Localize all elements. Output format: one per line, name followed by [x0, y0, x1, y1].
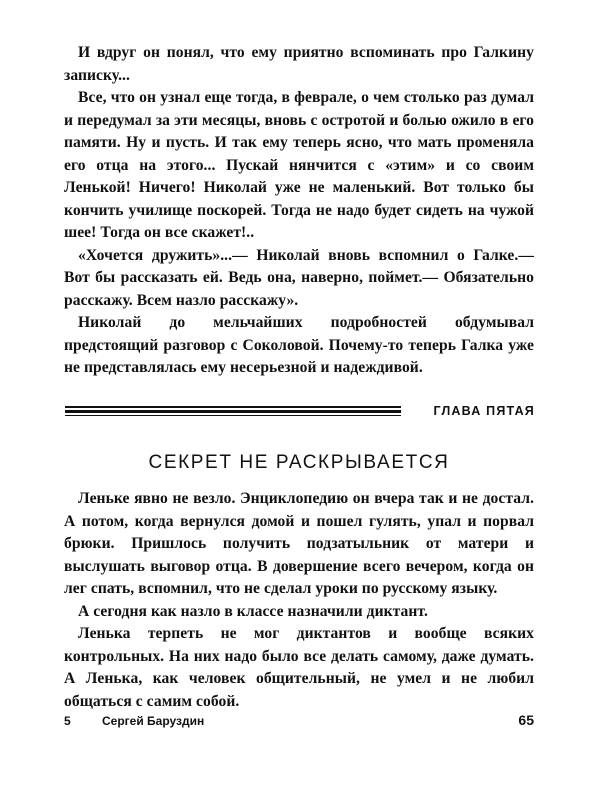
paragraph: «Хочется дружить»...— Николай вновь вспомнил о Галке.— Вот бы рассказать ей. Ведь она, наверно, поймет.— Обязательно расскажу. Всем назло расскажу».: [64, 246, 534, 309]
chapter-title: СЕКРЕТ НЕ РАСКРЫВАЕТСЯ: [148, 452, 450, 473]
rule-line: [65, 410, 401, 413]
bottom-text-block: [64, 488, 534, 713]
paragraph: Николай до мельчайших подробностей обдумывал предстоящий разговор с Соколовой. Почему-то теперь Галка уже не представлялась ему несерьезной и надеждивой.: [64, 314, 534, 376]
paragraph: Леньке явно не везло. Энциклопедию он вчера так и не достал. А потом, когда вернулся домой и пошел гулять, упал и порвал брюки. Пришлось получить подзатыльник от матери и выслушать выговор отца. В довершение всего вечером, когда он лег спать, вспомнил, что не сделал уроки по русскому языку.: [64, 490, 534, 597]
chapter-rule-divider: [65, 406, 401, 416]
paragraph: А сегодня как назло в классе назначили диктант.: [78, 602, 428, 620]
rule-line: [65, 415, 401, 416]
paragraph: Ленька терпеть не мог диктантов и вообще всяких контрольных. На них надо было все делать самому, даже думать. А Ленька, как человек общительный, не умел и не любил общаться с самим собой.: [64, 625, 534, 710]
rule-line: [65, 406, 401, 408]
chapter-label: ГЛАВА ПЯТАЯ: [433, 404, 535, 418]
paragraph: Все, что он узнал еще тогда, в феврале, о чем столько раз думал и передумал за эти месяцы, вновь с остротой и болью ожило в его памяти. Ну и пусть. И так ему теперь ясно, что мать променяла его отца на этого... Пускай нянчится с «этим» и со своим Ленькой! Ничего! Николай уже не маленький. Вот только бы кончить училище поскорей. Тогда не надо будет сидеть на чужой шее! Тогда он все скажет!..: [64, 89, 534, 241]
author-name: Сергей Баруздин: [102, 714, 205, 728]
paragraph: И вдруг он понял, что ему приятно вспоминать про Галкину записку...: [64, 44, 534, 84]
footer-signature: [64, 712, 204, 730]
signature-number: 5: [64, 714, 71, 728]
top-text-block: [64, 42, 534, 380]
page-number: 65: [518, 712, 534, 728]
chapter-header: [65, 402, 535, 420]
